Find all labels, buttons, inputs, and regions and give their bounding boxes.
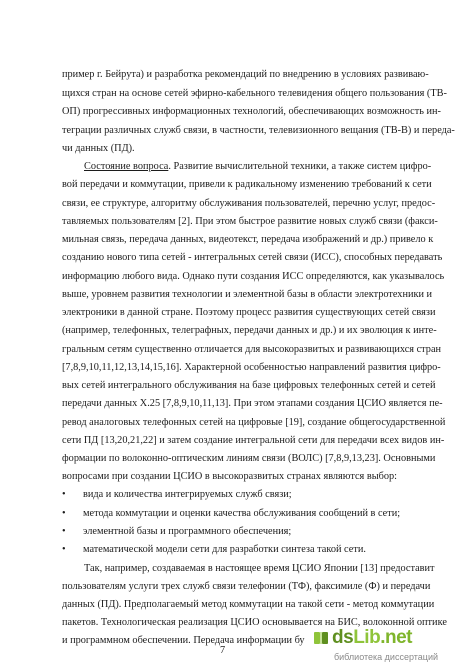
text-line: мильная связь, передача данных, видеотекст, передача изображений и др.) привело к — [62, 234, 434, 245]
text-line: (например, телефонных, телеграфных, передачи данных и др.) и их эволюция к инте- — [62, 325, 437, 336]
watermark — [312, 627, 442, 667]
text-line: пример г. Бейрута) и разработка рекомендаций по внедрению в условиях развиваю- — [62, 69, 429, 80]
text-line: пользователям услуги трех служб связи телефонии (ТФ), факсимиле (Ф) и передачи — [62, 581, 431, 592]
book-icon — [312, 629, 330, 647]
text-line: вых сетей интегрального обслуживания на базе цифровых телефонных сетей и сетей — [62, 380, 436, 391]
bullet-symbol: • — [62, 489, 66, 500]
text-line: данных (ПД). Предполагаемый метод коммутации на такой сети - метод коммутации — [62, 599, 435, 610]
text-line: ОП) прогрессивных информационных технологий, обеспечивающих возможность ин- — [62, 106, 441, 117]
bullet-item: математической модели сети для разработки синтеза такой сети. — [83, 544, 366, 555]
text-line: и программном обеспечении. Передача информации бу — [62, 635, 305, 646]
text-line: информацию любого вида. Однако пути создания ИСС определяются, как указывалось — [62, 271, 445, 282]
bullet-symbol: • — [62, 508, 66, 519]
text-line: электроники в данной стране. Поэтому процесс развития существующих сетей связи — [62, 307, 436, 318]
bullet-item: метода коммутации и оценки качества обслуживания сообщений в сети; — [83, 508, 401, 519]
watermark-logo: dsLib.net — [332, 627, 412, 648]
text-line: ревод аналоговых телефонных сетей на цифровые [19], создание общегосударственной — [62, 417, 446, 428]
text-line: чи данных (ПД). — [62, 143, 135, 154]
section-heading: Состояние вопроса — [84, 161, 169, 172]
page-number: 7 — [220, 645, 226, 656]
text-line: пакетов. Технологическая реализация ЦСИО основывается на БИС, волоконной оптике — [62, 617, 447, 628]
text-line: вой передачи и коммутации, привели к радикальному изменению требований к сети — [62, 179, 432, 190]
text-line: сети ПД [13,20,21,22] и затем создание интегральной сети для передачи всех видов ин- — [62, 435, 445, 446]
bullet-symbol: • — [62, 544, 66, 555]
text-line: щихся стран на основе сетей эфирно-кабельного телевидения общего пользования (ТВ- — [62, 88, 447, 99]
text-line: связи, ее структуре, алгоритму обслуживания пользователей, перечню услуг, предос- — [62, 198, 436, 209]
text-line: гральным сетям существенно отличается для высокоразвитых и развивающихся стран — [62, 344, 442, 355]
paragraph-first-line: Так, например, создаваемая в настоящее время ЦСИО Японии [13] предоставит — [84, 563, 435, 574]
text-line: вопросами при создании ЦСИО в высокоразвитых странах являются выбор: — [62, 471, 398, 482]
section-first-line — [84, 159, 432, 174]
text-line: выше, уровнем развития технологии и элементной базы в области электротехники и — [62, 289, 433, 300]
text-line: передачи данных Х.25 [7,8,9,10,11,13]. При этом этапами создания ЦСИО является пе- — [62, 398, 443, 409]
text-line: тавляемых пользователям [2]. При этом быстрое развитие новых служб связи (факси- — [62, 216, 438, 227]
bullet-item: элементной базы и программного обеспечения; — [83, 526, 292, 537]
bullet-item: вида и количества интегрируемых служб связи; — [83, 489, 292, 500]
watermark-subtitle: библиотека диссертаций — [333, 652, 438, 662]
text-line: [7,8,9,10,11,12,13,14,15,16]. Характерной особенностью направлений развития цифро- — [62, 362, 441, 373]
section-first-line-rest: . Развитие вычислительной техники, а также систем цифро- — [168, 161, 432, 172]
bullet-symbol: • — [62, 526, 66, 537]
text-line: созданию нового типа сетей - интегральных сетей связи (ИСС), способных передавать — [62, 252, 443, 263]
text-line: теграции различных служб связи, в частности, телевизионного вещания (ТВ-В) и переда- — [62, 125, 455, 136]
text-line: формации по волоконно-оптическим линиям связи (ВОЛС) [7,8,9,13,23]. Основными — [62, 453, 436, 464]
